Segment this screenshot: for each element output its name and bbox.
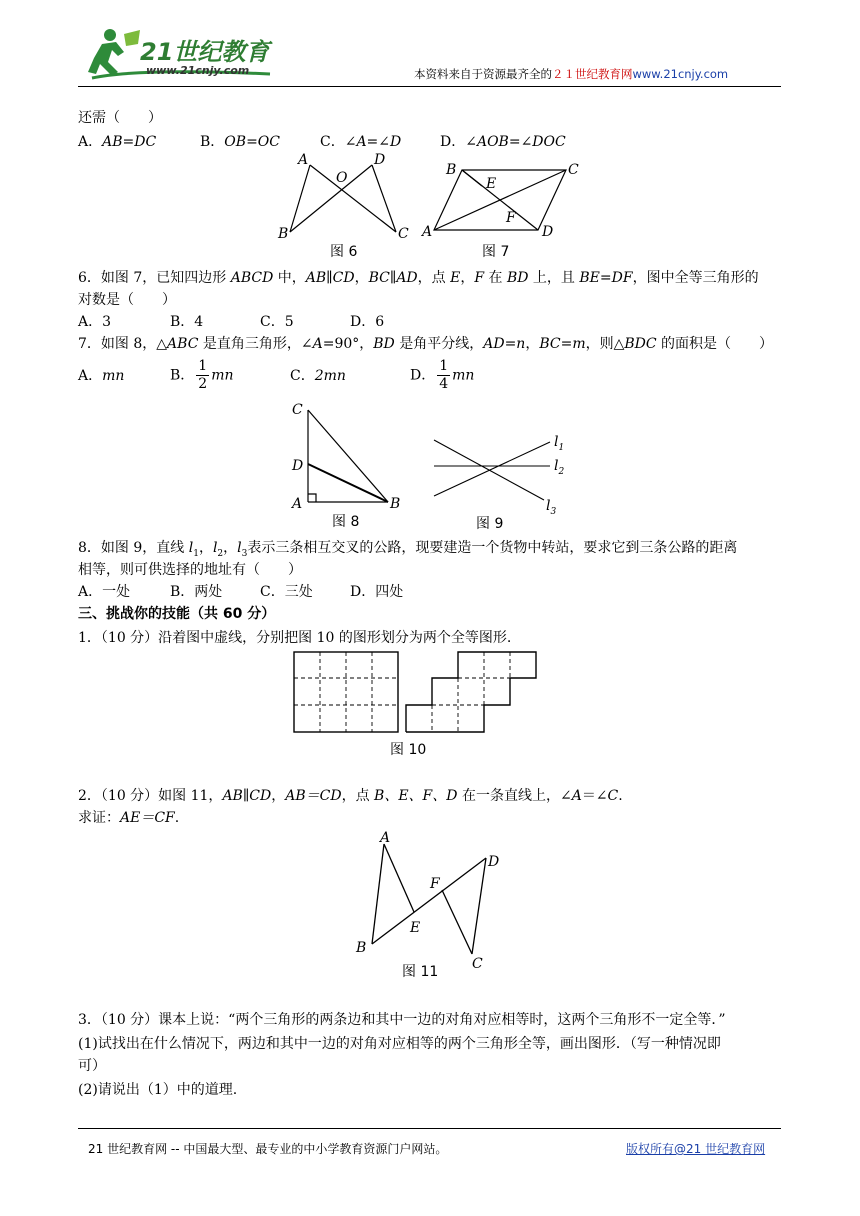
q7-text: =90°，	[322, 336, 374, 352]
fig7-label-e: E	[486, 176, 497, 192]
fig10-caption: 图 10	[390, 742, 427, 758]
q6-text: 上，且	[528, 270, 580, 286]
header-url[interactable]: www.21cnjy.com	[632, 67, 729, 81]
q7-ad-n: AD=n	[483, 336, 526, 352]
p2-c: C	[607, 788, 619, 804]
q7-option-d-fraction	[437, 358, 450, 393]
fig9-l3-letter: l	[546, 498, 551, 514]
fig9-l1-sub: 1	[558, 443, 565, 453]
fig8-caption: 图 8	[332, 514, 360, 530]
fig6-label-d: D	[374, 152, 386, 168]
q8-text: ，	[198, 540, 213, 556]
figure-6	[276, 150, 416, 260]
q6-line2: 对数是（ ）	[78, 292, 176, 308]
q6-ab-cd: AB∥CD	[305, 270, 355, 286]
figure-8	[282, 398, 412, 530]
q5-option-d: D．	[440, 134, 466, 150]
figure-10	[290, 648, 570, 760]
figure-9	[426, 430, 586, 530]
fig8-label-a: A	[292, 496, 303, 512]
header-site-name: ２１世纪教育网	[552, 67, 633, 81]
p2-text: 求证：	[78, 810, 120, 826]
problem-3-line3: 可）	[78, 1058, 106, 1074]
q7-option-a-value: mn	[102, 368, 125, 384]
q6-text: ，	[354, 270, 369, 286]
fig11-label-b: B	[356, 940, 367, 956]
q6-bd: BD	[506, 270, 529, 286]
header-prefix: 本资料来自于资源最齐全的	[414, 67, 552, 81]
section-3-title: 三、挑战你的技能（共 60 分）	[78, 606, 276, 622]
fig7-label-d: D	[542, 224, 554, 240]
q5-option-b: B．	[200, 134, 225, 150]
q8-option-c: C．三处	[260, 584, 313, 600]
logo-subtitle: www.21cnjy.com	[146, 64, 250, 77]
fraction-denominator: 2	[198, 376, 208, 392]
p2-text: .	[174, 810, 180, 826]
q7-text: 是直角三角形，∠	[198, 336, 313, 352]
fig9-l1-letter: l	[554, 434, 559, 450]
fig6-label-c: C	[398, 226, 409, 242]
fraction-denominator: 4	[439, 376, 449, 392]
problem-1-text: 1．（10 分）沿着图中虚线，分别把图 10 的图形划分为两个全等图形.	[78, 630, 512, 646]
p2-a: A	[571, 788, 582, 804]
q7-option-c-value: 2mn	[314, 368, 346, 384]
q6-text: 中，	[273, 270, 306, 286]
logo-title: 21世纪教育	[140, 38, 270, 66]
problem-3-line4: (2)请说出（1）中的道理.	[78, 1082, 238, 1098]
q8-l: l	[237, 540, 242, 556]
q6-text: 6．如图 7，已知四边形	[78, 270, 231, 286]
footer-copyright-link[interactable]: 版权所有@21 世纪教育网	[626, 1142, 766, 1156]
q7-text: ，则△	[585, 336, 625, 352]
q6-line1	[78, 268, 778, 288]
q6-option-b: B．4	[170, 314, 204, 330]
p2-text: 在一条直线上，∠	[457, 788, 572, 804]
fig8-label-d: D	[292, 458, 304, 474]
q8-text: ，	[223, 540, 238, 556]
q7-bc-m: BC=m	[539, 336, 586, 352]
q7-option-b-fraction	[196, 358, 209, 393]
problem-2-proof	[78, 808, 778, 828]
fig11-label-c: C	[472, 956, 483, 972]
q8-option-a: A．一处	[78, 584, 131, 600]
problem-2-line1	[78, 786, 778, 806]
q7-abc: ABC	[167, 336, 199, 352]
fig11-caption: 图 11	[402, 964, 439, 980]
p2-ab-eq-cd: AB＝CD	[285, 788, 342, 804]
q6-bc-ad: BC∥AD	[368, 270, 418, 286]
q7-option-c: C．	[290, 368, 315, 384]
q6-be-df: BE=DF	[579, 270, 633, 286]
footer-left: 21 世纪教育网 -- 中国最大型、最专业的中小学教育资源门户网站。	[88, 1142, 448, 1156]
q6-text: ，图中全等三角形的	[632, 270, 759, 286]
header-source-text	[414, 66, 728, 82]
p2-proof-statement: AE＝CF	[120, 810, 175, 826]
q8-l: l	[188, 540, 194, 556]
p2-text: ＝∠	[581, 788, 608, 804]
fig7-label-c: C	[568, 162, 579, 178]
q7-bdc: BDC	[624, 336, 657, 352]
q5-option-c-value: ∠A=∠D	[344, 134, 402, 150]
fig7-label-a: A	[422, 224, 433, 240]
q7-option-d-value: mn	[452, 367, 475, 384]
q8-option-b: B．两处	[170, 584, 223, 600]
q5-option-b-value: OB=OC	[224, 134, 280, 150]
p2-text: 2．（10 分）如图 11，	[78, 788, 223, 804]
figure-11	[350, 828, 520, 984]
fig11-label-a: A	[380, 830, 391, 846]
p2-ab-cd: AB∥CD	[222, 788, 272, 804]
fig11-label-d: D	[488, 854, 500, 870]
fig9-caption: 图 9	[476, 516, 504, 530]
q7-option-b: B．	[170, 367, 195, 384]
q8-sub: 3	[241, 548, 248, 559]
q8-l: l	[212, 540, 218, 556]
fig7-label-f: F	[506, 210, 516, 226]
fig11-label-e: E	[410, 920, 421, 936]
q6-f: F	[474, 270, 485, 286]
q7-option-a: A．	[78, 368, 103, 384]
q5-option-d-value: ∠AOB=∠DOC	[465, 134, 566, 150]
fig9-label-l2	[554, 458, 564, 477]
q7-a: A	[312, 336, 323, 352]
q5-option-a: A．	[78, 134, 103, 150]
q7-line1	[78, 334, 778, 354]
p2-text: ，点	[341, 788, 375, 804]
problem-3-line2: (1)试找出在什么情况下，两边和其中一边的对角对应相等的两个三角形全等，画出图形．（写一种情况即	[78, 1036, 721, 1052]
problem-3-line1: 3．（10 分）课本上说：“两个三角形的两条边和其中一边的对角对应相等时，这两个三角形不一定全等．”	[78, 1012, 726, 1028]
q6-option-a: A．3	[78, 314, 112, 330]
q6-option-c: C．5	[260, 314, 294, 330]
p2-text: .	[618, 788, 623, 804]
q6-text: 在	[484, 270, 507, 286]
q6-text: ，	[460, 270, 475, 286]
q8-sub: 1	[193, 548, 199, 559]
fig9-label-l3	[546, 498, 556, 517]
q7-option-d: D．	[410, 367, 436, 384]
q8-line2: 相等，则可供选择的地址有（ ）	[78, 562, 302, 578]
q6-e: E	[450, 270, 461, 286]
fig9-l2-sub: 2	[558, 467, 565, 477]
q7-bd: BD	[373, 336, 395, 352]
fig9-l2-letter: l	[554, 458, 559, 474]
q5-option-a-value: AB=DC	[102, 134, 157, 150]
q5-cont: 还需（ ）	[78, 110, 162, 126]
header-rule	[78, 86, 781, 87]
q7-text: ，	[525, 336, 540, 352]
q6-option-d: D．6	[350, 314, 385, 330]
q7-options	[78, 358, 778, 400]
fig6-label-b: B	[278, 226, 289, 242]
fig7-caption: 图 7	[482, 244, 510, 260]
fig6-caption: 图 6	[330, 244, 358, 260]
footer-rule	[78, 1128, 781, 1129]
q7-text: 的面积是（ ）	[656, 336, 774, 352]
p2-points: B、E、F、D	[374, 788, 458, 804]
q7-option-b-value: mn	[211, 367, 234, 384]
fig11-label-f: F	[430, 876, 440, 892]
fraction-numerator: 1	[439, 358, 449, 374]
q8-text: 8．如图 9，直线	[78, 540, 189, 556]
fig7-label-b: B	[446, 162, 457, 178]
fig6-label-o: O	[336, 170, 348, 186]
q8-sub: 2	[217, 548, 224, 559]
q5-option-c: C．	[320, 134, 345, 150]
fig8-label-c: C	[292, 402, 303, 418]
fig9-label-l1	[554, 434, 564, 453]
fig6-label-a: A	[298, 152, 309, 168]
q7-text: 是角平分线，	[394, 336, 484, 352]
q6-text: ，点	[417, 270, 451, 286]
fig8-label-b: B	[390, 496, 401, 512]
p2-text: ，	[271, 788, 286, 804]
q7-text: 7．如图 8，△	[78, 336, 168, 352]
q8-option-d: D．四处	[350, 584, 404, 600]
header-logo	[80, 22, 280, 84]
q8-text: 表示三条相互交叉的公路，现要建造一个货物中转站，要求它到三条公路的距离	[247, 540, 738, 556]
fig9-l3-sub: 3	[550, 507, 557, 517]
q6-abcd: ABCD	[230, 270, 274, 286]
fraction-numerator: 1	[198, 358, 208, 374]
figure-7	[420, 156, 590, 262]
